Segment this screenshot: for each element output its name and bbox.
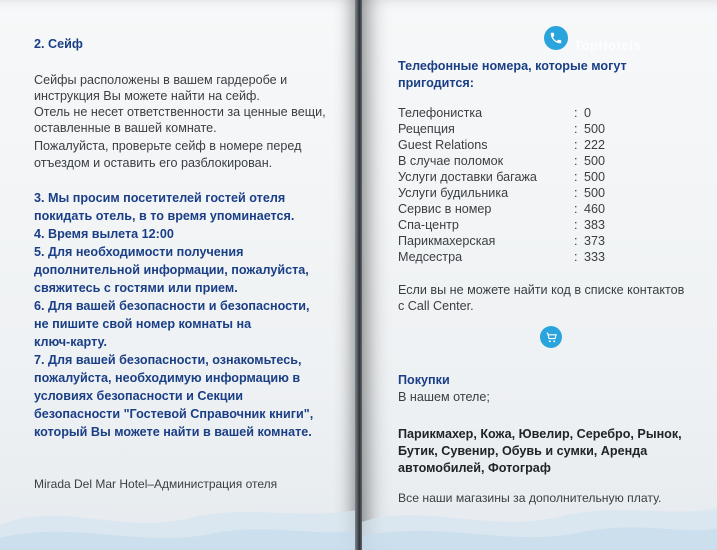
safe-text-line: Сейфы расположены в вашем гардеробе и — [34, 73, 288, 87]
shops-list-line: автомобилей, Фотограф — [398, 461, 551, 475]
phone-colon: : — [574, 218, 578, 232]
phone-row — [398, 218, 678, 234]
shopping-subheading: В нашем отеле; — [398, 390, 490, 404]
phone-number: 0 — [584, 106, 592, 120]
phone-colon: : — [574, 170, 578, 184]
phone-colon: : — [574, 202, 578, 216]
phone-number: 333 — [584, 250, 606, 264]
watermark: TopHotels — [574, 38, 642, 53]
phone-row — [398, 186, 678, 202]
rule-line: 3. Мы просим посетителей гостей отеля — [34, 191, 286, 205]
safe-text-line: Пожалуйста, проверьте сейф в номере перед — [34, 139, 302, 153]
rule-line: 7. Для вашей безопасности, ознакомьтесь, — [34, 353, 302, 367]
right-page — [362, 0, 717, 550]
rule-line: который Вы можете найти в вашей комнате. — [34, 425, 312, 439]
phone-service: Рецепция — [398, 122, 455, 136]
rule-line: 6. Для вашей безопасности и безопасности, — [34, 299, 310, 313]
phone-number: 383 — [584, 218, 606, 232]
call-center-note: Если вы не можете найти код в списке контактов — [398, 283, 685, 297]
phone-service: Услуги будильника — [398, 186, 509, 200]
phone-number: 222 — [584, 138, 606, 152]
shops-note: Все наши магазины за дополнительную плату. — [398, 491, 662, 505]
phone-colon: : — [574, 106, 578, 120]
phone-number: 373 — [584, 234, 606, 248]
phone-service: Парикмахерская — [398, 234, 496, 248]
phone-number: 500 — [584, 122, 606, 136]
left-page — [0, 0, 357, 550]
phone-row — [398, 138, 678, 154]
phone-service: В случае поломок — [398, 154, 504, 168]
phones-heading: пригодится: — [398, 76, 474, 90]
shops-list-line: Бутик, Сувенир, Обувь и сумки, Аренда — [398, 444, 648, 458]
safe-text-line: отъездом и оставить его разблокирован. — [34, 156, 273, 170]
safe-text-line: Отель не несет ответственности за ценные вещи, — [34, 105, 326, 119]
phone-icon — [544, 26, 568, 50]
phone-row — [398, 250, 678, 266]
phone-colon: : — [574, 154, 578, 168]
phone-number: 460 — [584, 202, 606, 216]
phone-service: Спа-центр — [398, 218, 459, 232]
phone-row — [398, 202, 678, 218]
phone-service: Guest Relations — [398, 138, 488, 152]
rule-line: 4. Время вылета 12:00 — [34, 227, 174, 241]
phone-row — [398, 170, 678, 186]
rule-line: 5. Для необходимости получения — [34, 245, 244, 259]
shopping-cart-icon — [540, 326, 562, 348]
shopping-heading: Покупки — [398, 373, 450, 387]
phone-service: Сервис в номер — [398, 202, 492, 216]
rule-line: ключ-карту. — [34, 335, 107, 349]
phone-row — [398, 122, 678, 138]
phone-row — [398, 106, 678, 122]
safe-text-line: оставленные в вашей комнате. — [34, 121, 217, 135]
hotel-signature: Mirada Del Mar Hotel–Администрация отеля — [34, 477, 278, 491]
rule-line: покидать отель, в то время упоминается. — [34, 209, 295, 223]
rule-line: пожалуйста, необходимую информацию в — [34, 371, 301, 385]
phone-colon: : — [574, 234, 578, 248]
rule-line: условиях безопасности и Секции — [34, 389, 244, 403]
phone-number: 500 — [584, 186, 606, 200]
rule-line: дополнительной информации, пожалуйста, — [34, 263, 309, 277]
phone-colon: : — [574, 186, 578, 200]
call-center-note: с Call Center. — [398, 299, 474, 313]
safe-heading: 2. Сейф — [34, 37, 83, 51]
phone-number: 500 — [584, 154, 606, 168]
phones-heading: Телефонные номера, которые могут — [398, 59, 627, 73]
phone-row — [398, 234, 678, 250]
phone-colon: : — [574, 250, 578, 264]
phone-colon: : — [574, 122, 578, 136]
rule-line: безопасности "Гостевой Справочник книги", — [34, 407, 314, 421]
phone-number: 500 — [584, 170, 606, 184]
rule-line: свяжитесь с гостями или прием. — [34, 281, 238, 295]
phone-colon: : — [574, 138, 578, 152]
phone-service: Услуги доставки багажа — [398, 170, 537, 184]
phone-row — [398, 154, 678, 170]
phone-service: Медсестра — [398, 250, 463, 264]
shops-list-line: Парикмахер, Кожа, Ювелир, Серебро, Рынок, — [398, 427, 682, 441]
phone-service: Телефонистка — [398, 106, 483, 120]
rule-line: не пишите свой номер комнаты на — [34, 317, 252, 331]
safe-text-line: инструкция Вы можете найти на сейф. — [34, 89, 260, 103]
